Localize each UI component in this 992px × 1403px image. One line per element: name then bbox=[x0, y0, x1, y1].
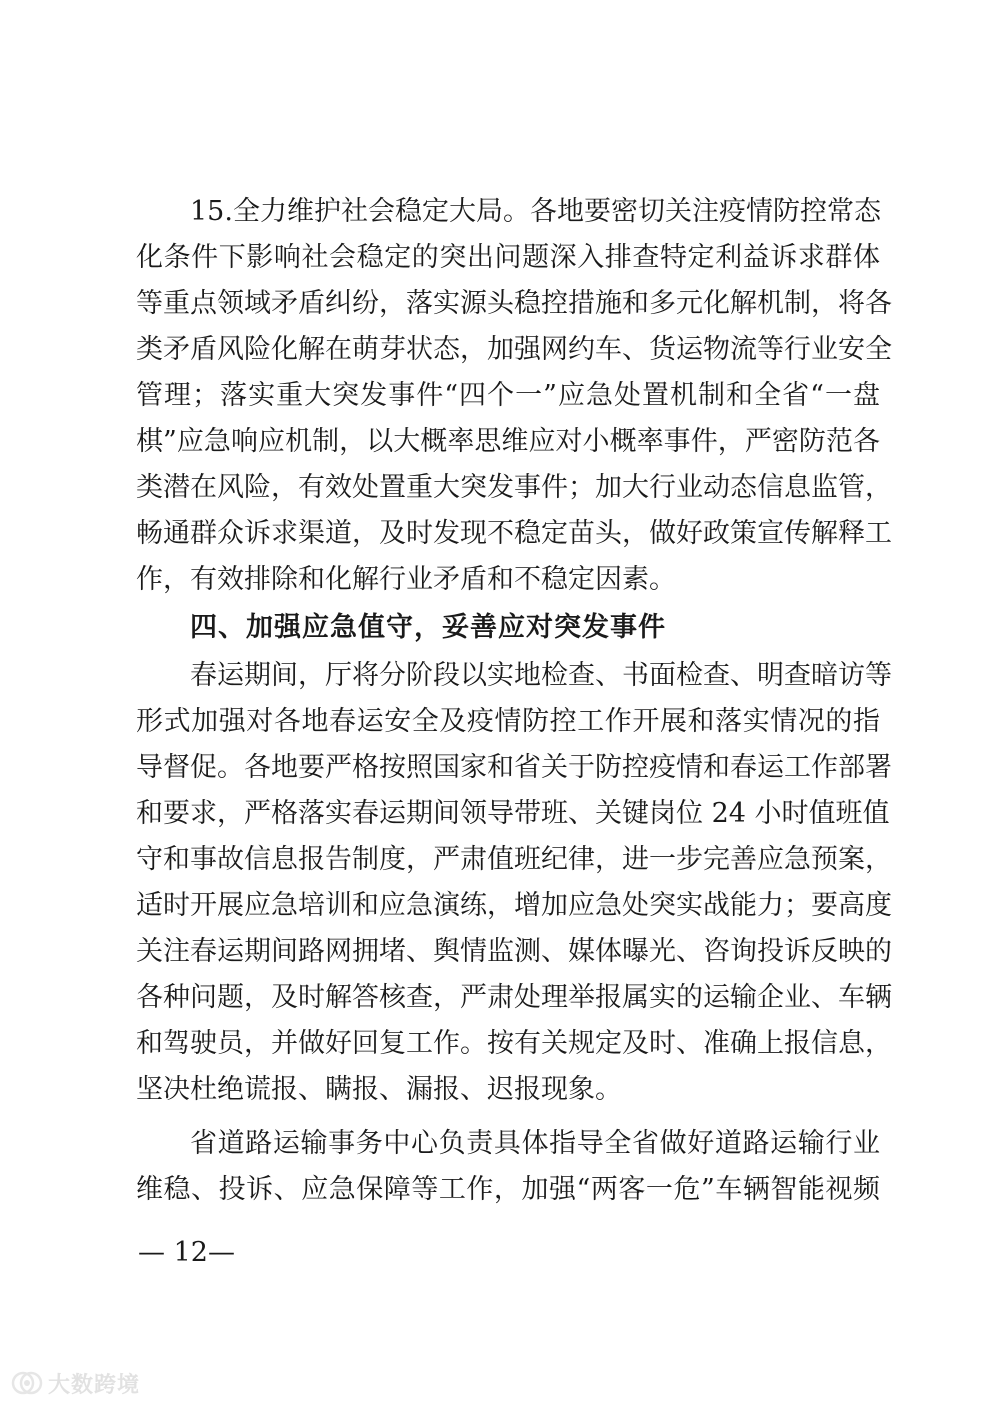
paragraph-line: 守和事故信息报告制度，严肃值班纪律，进一步完善应急预案， bbox=[136, 844, 892, 875]
section-heading: 四、加强应急值守，妥善应对突发事件 bbox=[190, 612, 666, 643]
watermark-text: 大数跨境 bbox=[48, 1372, 141, 1398]
paragraph-line: 形式加强对各地春运安全及疫情防控工作开展和落实情况的指 bbox=[136, 706, 880, 737]
watermark bbox=[10, 1368, 140, 1398]
paragraph-line: 类矛盾风险化解在萌芽状态，加强网约车、货运物流等行业安全 bbox=[136, 334, 892, 365]
paragraph-line: 作，有效排除和化解行业矛盾和不稳定因素。 bbox=[136, 564, 676, 595]
paragraph-line: 类潜在风险，有效处置重大突发事件；加大行业动态信息监管， bbox=[136, 472, 892, 503]
paragraph-line: 适时开展应急培训和应急演练，增加应急处突实战能力；要高度 bbox=[136, 890, 892, 921]
paragraph-line: 管理；落实重大突发事件“四个一”应急处置机制和全省“一盘 bbox=[136, 380, 880, 411]
paragraph-line: 等重点领域矛盾纠纷，落实源头稳控措施和多元化解机制，将各 bbox=[136, 288, 892, 319]
paragraph-line: 15.全力维护社会稳定大局。各地要密切关注疫情防控常态 bbox=[190, 196, 881, 227]
page-number: — 12— bbox=[138, 1237, 235, 1268]
watermark-logo-icon bbox=[10, 1370, 44, 1396]
paragraph-line: 畅通群众诉求渠道，及时发现不稳定苗头，做好政策宣传解释工 bbox=[136, 518, 892, 549]
paragraph-line: 春运期间，厅将分阶段以实地检查、书面检查、明查暗访等 bbox=[190, 660, 892, 691]
paragraph-line: 和要求，严格落实春运期间领导带班、关键岗位 24 小时值班值 bbox=[136, 798, 890, 829]
paragraph-line: 坚决杜绝谎报、瞒报、漏报、迟报现象。 bbox=[136, 1074, 622, 1105]
paragraph-line: 关注春运期间路网拥堵、舆情监测、媒体曝光、咨询投诉反映的 bbox=[136, 936, 892, 967]
paragraph-line: 省道路运输事务中心负责具体指导全省做好道路运输行业 bbox=[190, 1128, 880, 1159]
paragraph-line: 化条件下影响社会稳定的突出问题深入排查特定利益诉求群体 bbox=[136, 242, 880, 273]
paragraph-line: 维稳、投诉、应急保障等工作，加强“两客一危”车辆智能视频 bbox=[136, 1174, 880, 1205]
paragraph-line: 和驾驶员，并做好回复工作。按有关规定及时、准确上报信息， bbox=[136, 1028, 892, 1059]
paragraph-line: 棋”应急响应机制，以大概率思维应对小概率事件，严密防范各 bbox=[136, 426, 880, 457]
paragraph-line: 各种问题，及时解答核查，严肃处理举报属实的运输企业、车辆 bbox=[136, 982, 892, 1013]
paragraph-line: 导督促。各地要严格按照国家和省关于防控疫情和春运工作部署 bbox=[136, 752, 892, 783]
